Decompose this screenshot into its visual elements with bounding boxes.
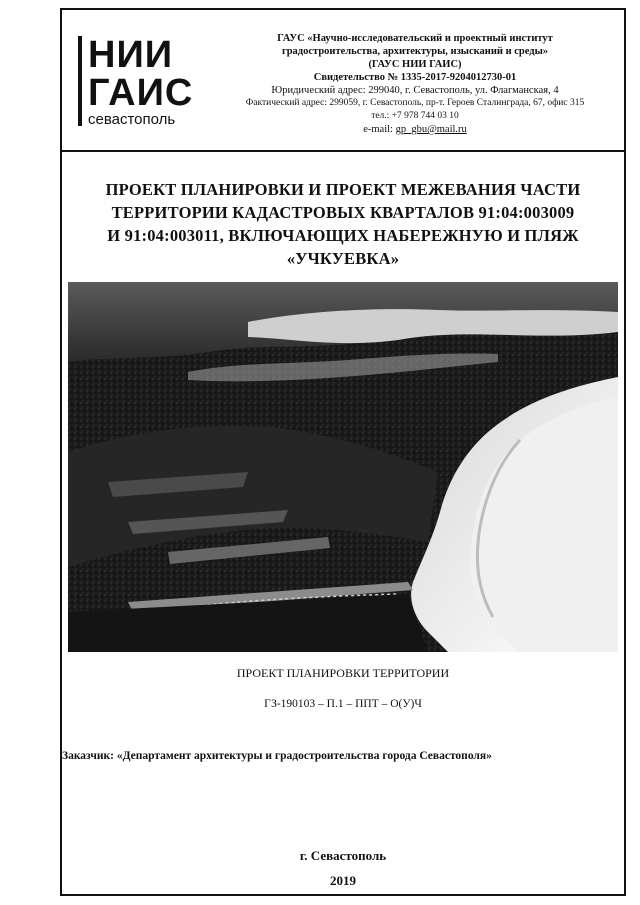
org-certificate: Свидетельство № 1335-2017-9204012730-01 bbox=[313, 72, 517, 83]
city: г. Севастополь bbox=[299, 848, 387, 863]
title-line-4: «УЧКУЕВКА» bbox=[286, 249, 400, 268]
organization-info bbox=[210, 32, 620, 136]
document-frame bbox=[60, 8, 626, 896]
logo-line-3: севастополь bbox=[88, 111, 176, 128]
title-line-2: ТЕРРИТОРИИ КАДАСТРОВЫХ КВАРТАЛОВ 91:04:003009 bbox=[111, 203, 575, 222]
logo-bar bbox=[78, 36, 82, 126]
project-code: ГЗ-190103 – П.1 – ППТ – О(У)Ч bbox=[264, 698, 422, 710]
logo-line-1: НИИ bbox=[88, 34, 174, 76]
org-name-line-2: градостроительства, архитектуры, изысканий и среды» bbox=[281, 46, 549, 57]
logo-line-2: ГАИС bbox=[88, 72, 194, 114]
title-line-1: ПРОЕКТ ПЛАНИРОВКИ И ПРОЕКТ МЕЖЕВАНИЯ ЧАСТИ bbox=[105, 180, 581, 199]
org-email-row bbox=[210, 123, 620, 136]
document-title bbox=[72, 178, 614, 270]
institute-logo bbox=[78, 34, 202, 126]
org-email-link[interactable]: gp_gbu@mail.ru bbox=[395, 124, 467, 135]
org-actual-address: Фактический адрес: 299059, г. Севастополь, пр-т. Героев Сталинграда, 67, офис 315 bbox=[245, 98, 585, 108]
title-line-3: И 91:04:003011, ВКЛЮЧАЮЩИХ НАБЕРЕЖНУЮ И ПЛЯЖ bbox=[107, 226, 579, 245]
org-email-label: e-mail: bbox=[363, 124, 396, 135]
document-header bbox=[62, 10, 624, 152]
org-phone: тел.: +7 978 744 03 10 bbox=[371, 111, 459, 121]
year: 2019 bbox=[330, 873, 356, 888]
project-type: ПРОЕКТ ПЛАНИРОВКИ ТЕРРИТОРИИ bbox=[236, 666, 450, 680]
org-legal-address: Юридический адрес: 299040, г. Севастополь, ул. Флагманская, 4 bbox=[271, 85, 559, 96]
org-short-name: (ГАУС НИИ ГАИС) bbox=[368, 59, 462, 70]
org-name-line-1: ГАУС «Научно-исследовательский и проектный институт bbox=[277, 33, 553, 44]
customer-line: Заказчик: «Департамент архитектуры и градостроительства города Севастополя» bbox=[62, 750, 492, 762]
aerial-coast-photo bbox=[68, 282, 618, 652]
